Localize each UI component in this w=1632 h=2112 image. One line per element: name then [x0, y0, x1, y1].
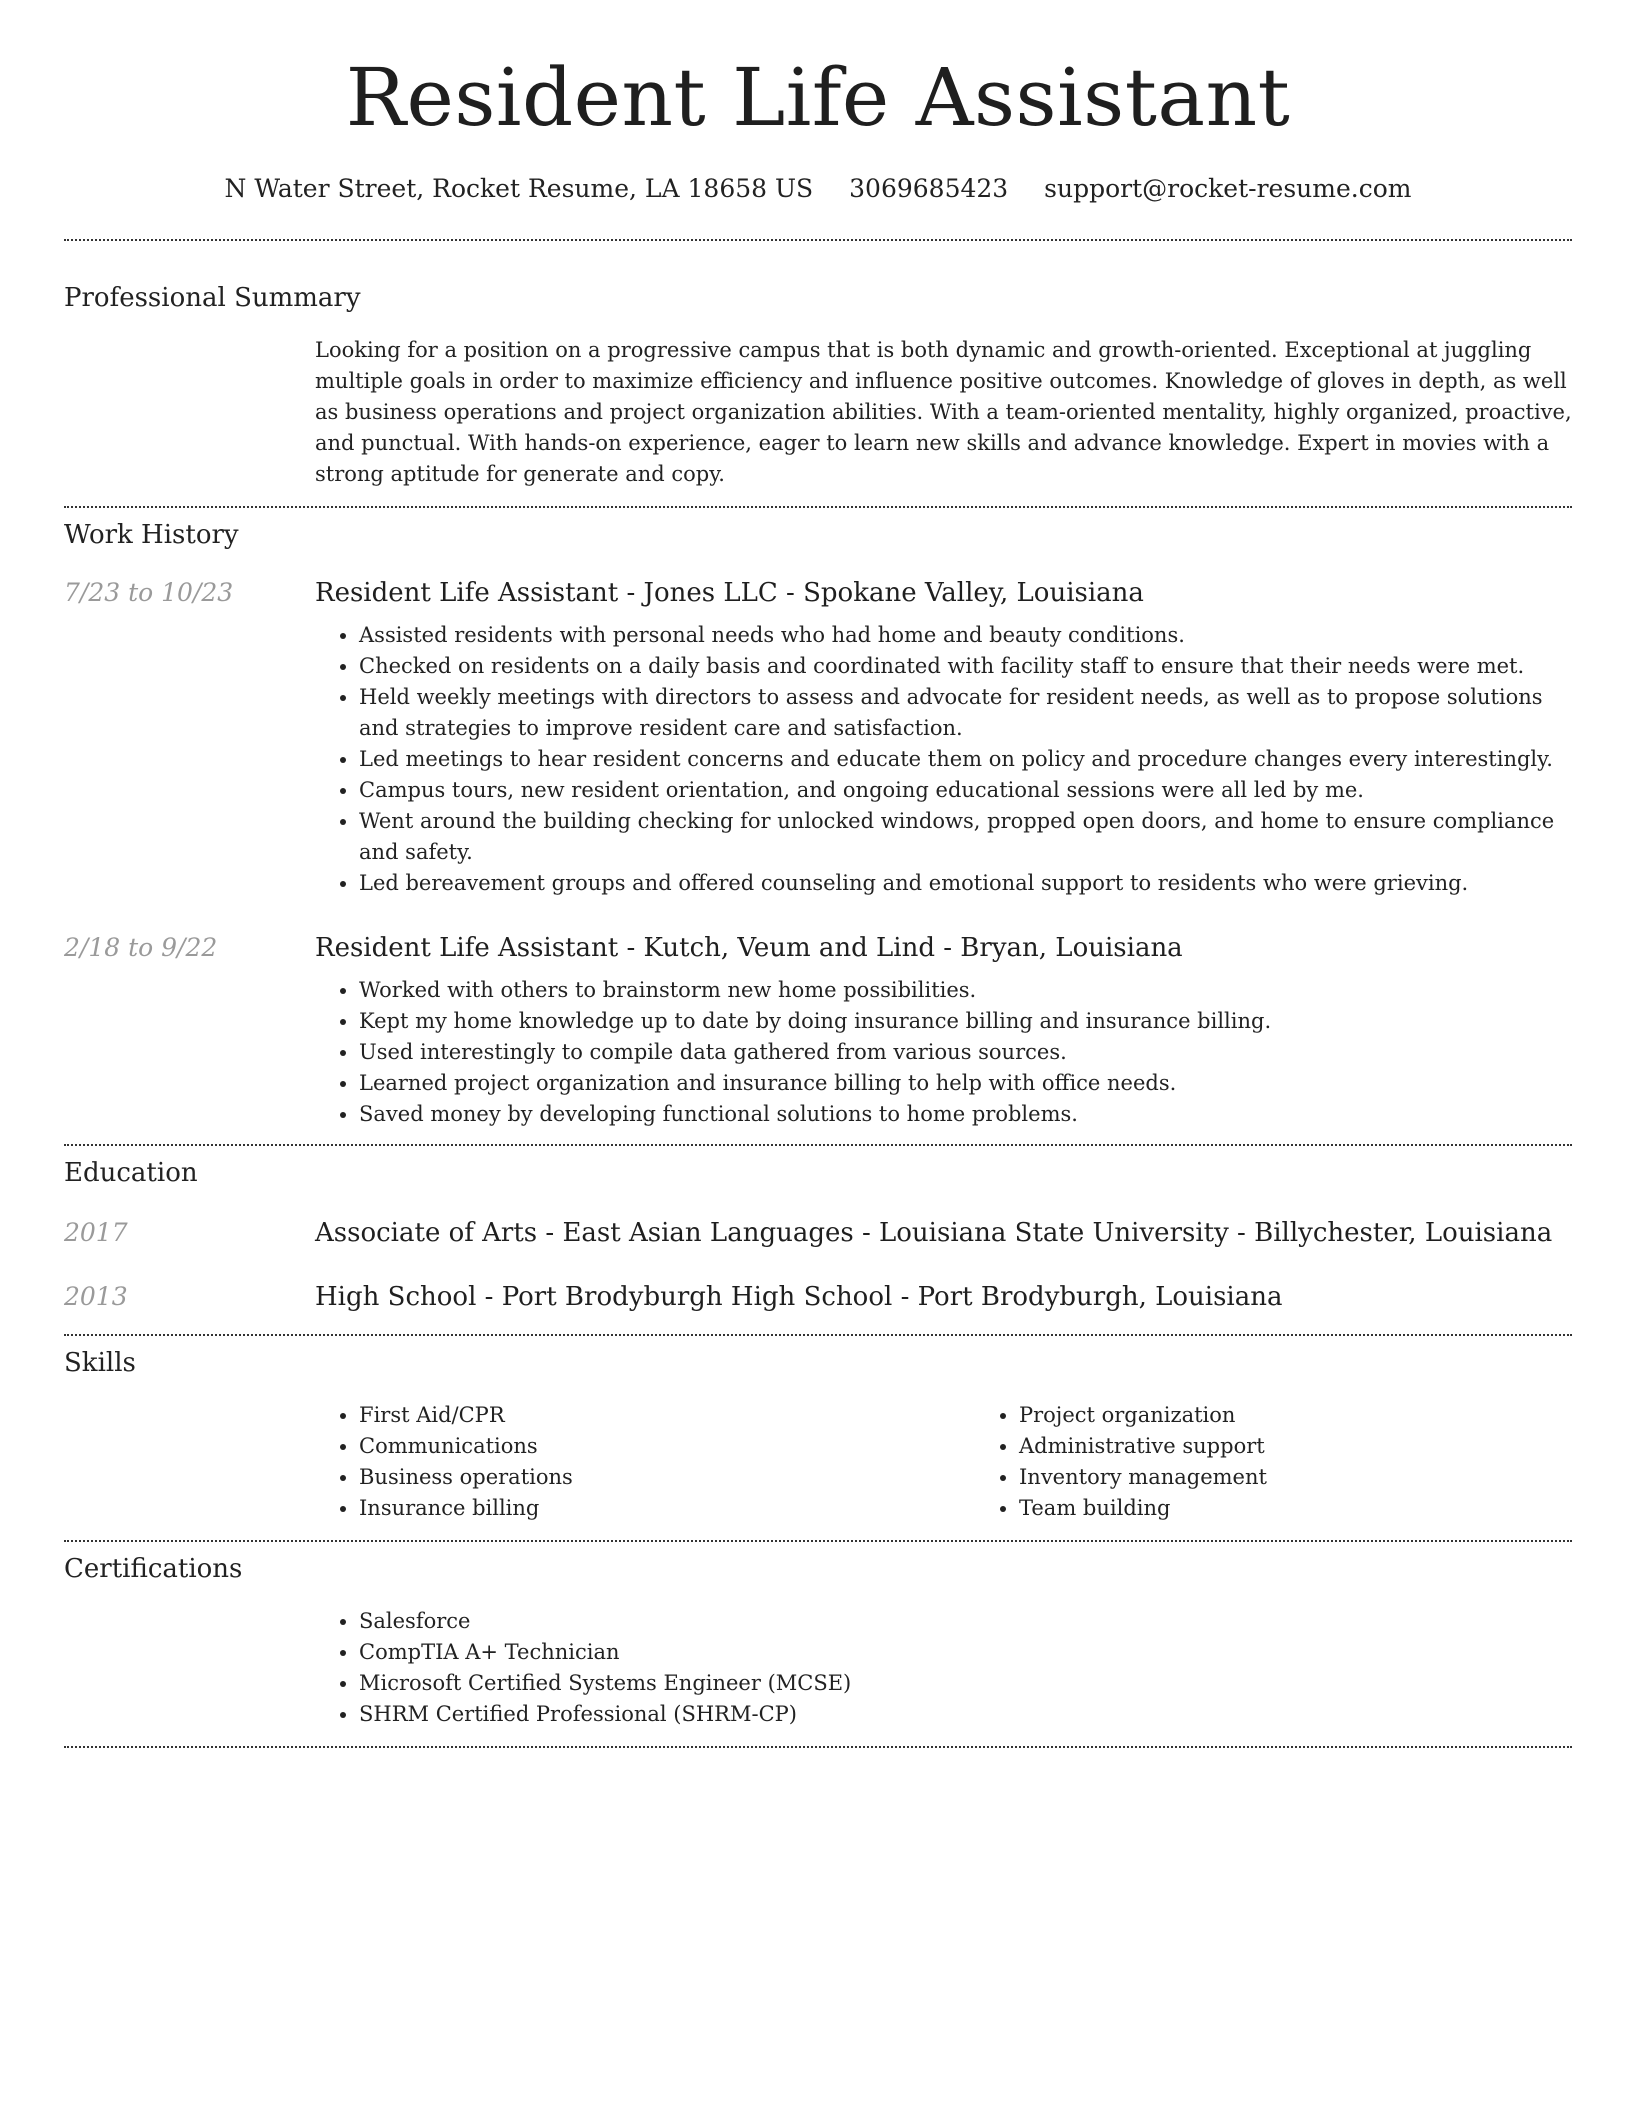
list-item: • Administrative support — [1019, 1431, 1632, 1462]
candidate-name: Resident Life Assistant — [345, 51, 1291, 144]
list-item: • Salesforce — [359, 1606, 1572, 1637]
list-item: • SHRM Certified Professional (SHRM-CP) — [359, 1699, 1572, 1730]
list-item: • Saved money by developing functional solutions to home problems. — [359, 1099, 1572, 1130]
job-entry — [64, 933, 1572, 963]
list-item: • Insurance billing — [359, 1493, 975, 1524]
job-date: 2/18 to 9/22 — [64, 933, 218, 962]
education-text: Associate of Arts - East Asian Languages - Louisiana State University - Billychester, Louisiana — [315, 1218, 1553, 1248]
list-item: • Campus tours, new resident orientation, and ongoing educational sessions were all led by me. — [359, 775, 1572, 806]
address: N Water Street, Rocket Resume, LA 18658 US — [224, 174, 814, 203]
skills-list — [315, 1400, 1632, 1524]
divider — [64, 1540, 1572, 1542]
divider — [64, 1746, 1572, 1748]
list-item: • Used interestingly to compile data gathered from various sources. — [359, 1037, 1572, 1068]
list-item: • Led bereavement groups and offered counseling and emotional support to residents who were grieving. — [359, 868, 1572, 899]
list-item: • Inventory management — [1019, 1462, 1632, 1493]
education-entry — [64, 1218, 1572, 1248]
divider — [64, 1334, 1572, 1336]
list-item: • Assisted residents with personal needs who had home and beauty conditions. — [359, 620, 1572, 651]
list-item: • Learned project organization and insurance billing to help with office needs. — [359, 1068, 1572, 1099]
list-item: • Team building — [1019, 1493, 1632, 1524]
list-item: • Communications — [359, 1431, 975, 1462]
education-text: High School - Port Brodyburgh High School - Port Brodyburgh, Louisiana — [315, 1282, 1283, 1312]
job-title: Resident Life Assistant - Jones LLC - Spokane Valley, Louisiana — [315, 578, 1144, 608]
divider — [64, 506, 1572, 508]
resume-page — [64, 0, 1572, 1748]
list-item: • CompTIA A+ Technician — [359, 1637, 1572, 1668]
list-item: • Kept my home knowledge up to date by doing insurance billing and insurance billing. — [359, 1006, 1572, 1037]
skills-column — [315, 1400, 975, 1524]
list-item: • Checked on residents on a daily basis and coordinated with facility staff to ensure that their needs were met. — [359, 651, 1572, 682]
list-item: • Project organization — [1019, 1400, 1632, 1431]
job-date: 7/23 to 10/23 — [64, 578, 234, 607]
education-date: 2017 — [64, 1218, 128, 1247]
list-item: • Microsoft Certified Systems Engineer (MCSE) — [359, 1668, 1572, 1699]
section-title-work: Work History — [64, 520, 239, 550]
email: support@rocket-resume.com — [1044, 174, 1412, 203]
phone: 3069685423 — [849, 174, 1009, 203]
summary-text: Looking for a position on a progressive campus that is both dynamic and growth-oriented. Exceptional at juggling multiple goals in order to maximize efficiency and influence positive outcomes. Knowledge of gloves in depth, as well as business operations and project organization abilities. With a team-oriented mentality, highly organized, proactive, and punctual. With hands-on experience, eager to learn new skills and advance knowledge. Expert in movies with a strong aptitude for generate and copy. — [315, 338, 1572, 486]
list-item: • Led meetings to hear resident concerns and educate them on policy and procedure changes every interestingly. — [359, 744, 1572, 775]
certifications-list — [315, 1606, 1572, 1730]
section-title-skills: Skills — [64, 1348, 136, 1378]
skills-column — [975, 1400, 1632, 1524]
job-bullets — [315, 620, 1572, 899]
contact-line — [64, 174, 1572, 203]
education-date: 2013 — [64, 1282, 128, 1311]
section-title-summary: Professional Summary — [64, 283, 361, 313]
section-title-education: Education — [64, 1158, 198, 1188]
divider — [64, 239, 1572, 241]
list-item: • Held weekly meetings with directors to assess and advocate for resident needs, as well as to propose solutions and strategies to improve resident care and satisfaction. — [359, 682, 1572, 744]
list-item: • Went around the building checking for unlocked windows, propped open doors, and home to ensure compliance and safety. — [359, 806, 1572, 868]
list-item: • Worked with others to brainstorm new home possibilities. — [359, 975, 1572, 1006]
list-item: • First Aid/CPR — [359, 1400, 975, 1431]
section-title-certifications: Certifications — [64, 1554, 243, 1584]
divider — [64, 1144, 1572, 1146]
job-bullets — [315, 975, 1572, 1130]
job-title: Resident Life Assistant - Kutch, Veum and Lind - Bryan, Louisiana — [315, 933, 1183, 963]
education-entry — [64, 1282, 1572, 1312]
job-entry — [64, 578, 1572, 608]
list-item: • Business operations — [359, 1462, 975, 1493]
